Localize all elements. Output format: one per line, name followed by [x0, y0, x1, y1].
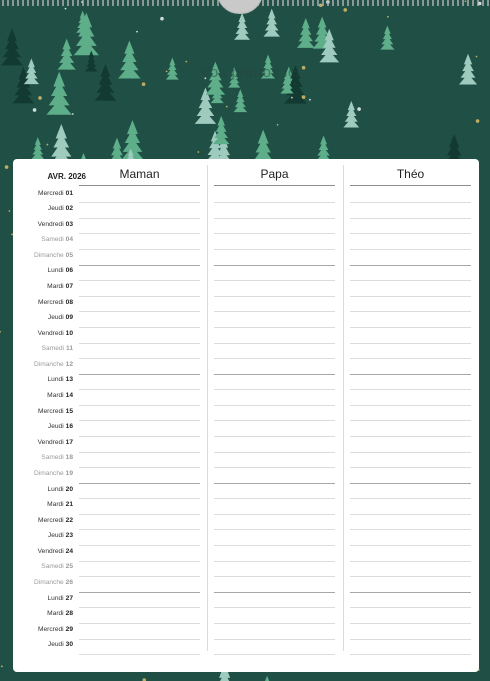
day-number: 01 — [65, 189, 73, 197]
day-number: 18 — [65, 454, 73, 462]
day-number: 19 — [65, 469, 73, 477]
day-number: 28 — [65, 610, 73, 618]
entry-line[interactable] — [79, 405, 200, 406]
day-name: Vendredi — [37, 329, 64, 337]
snow-dot — [46, 144, 48, 146]
day-label — [13, 517, 73, 525]
entry-line[interactable] — [79, 296, 200, 297]
entry-line[interactable] — [214, 639, 335, 640]
snow-dot — [277, 124, 279, 126]
entry-line[interactable] — [79, 265, 200, 266]
day-label — [13, 283, 73, 291]
entry-line[interactable] — [350, 452, 471, 453]
entry-line[interactable] — [214, 654, 335, 655]
entry-line[interactable] — [350, 374, 471, 375]
entry-line[interactable] — [350, 576, 471, 577]
entry-line[interactable] — [79, 654, 200, 655]
column-separator — [207, 165, 208, 651]
day-number: 25 — [65, 563, 73, 571]
day-name: Mardi — [47, 501, 64, 509]
day-label — [13, 563, 73, 571]
day-number: 30 — [65, 641, 73, 649]
day-name: Jeudi — [47, 532, 64, 540]
day-number: 24 — [65, 547, 73, 555]
day-label — [13, 595, 73, 603]
entry-line[interactable] — [79, 358, 200, 359]
day-label — [13, 454, 73, 462]
day-label — [13, 392, 73, 400]
snow-dot — [343, 8, 347, 12]
day-name: Mercredi — [38, 407, 64, 415]
snow-dot — [357, 107, 361, 111]
day-name: Samedi — [41, 454, 64, 462]
day-number: 16 — [65, 423, 73, 431]
day-label — [13, 501, 73, 509]
entry-line[interactable] — [350, 296, 471, 297]
entry-line[interactable] — [350, 389, 471, 390]
entry-line[interactable] — [214, 561, 335, 562]
entry-line[interactable] — [214, 343, 335, 344]
entry-line[interactable] — [214, 576, 335, 577]
day-number: 10 — [65, 329, 73, 337]
day-number: 06 — [65, 267, 73, 275]
entry-line[interactable] — [214, 265, 335, 266]
day-number: 14 — [65, 392, 73, 400]
snow-dot — [160, 17, 164, 21]
day-number: 27 — [65, 594, 73, 602]
entry-line[interactable] — [214, 592, 335, 593]
day-label — [13, 610, 73, 618]
day-label — [13, 205, 73, 213]
day-label — [13, 361, 73, 369]
day-label — [13, 267, 73, 275]
day-name: Samedi — [41, 236, 64, 244]
day-name: Samedi — [41, 563, 64, 571]
snow-dot — [302, 95, 306, 99]
day-name: Lundi — [47, 485, 64, 493]
day-name: Jeudi — [47, 423, 64, 431]
entry-line[interactable] — [214, 420, 335, 421]
entry-line[interactable] — [350, 343, 471, 344]
entry-line[interactable] — [79, 233, 200, 234]
day-name: Lundi — [47, 267, 64, 275]
entry-line[interactable] — [214, 483, 335, 484]
entry-line[interactable] — [79, 545, 200, 546]
day-number: 02 — [65, 205, 73, 213]
entry-line[interactable] — [214, 436, 335, 437]
entry-line[interactable] — [350, 249, 471, 250]
entry-line[interactable] — [214, 607, 335, 608]
entry-line[interactable] — [350, 420, 471, 421]
entry-line[interactable] — [214, 514, 335, 515]
entry-line[interactable] — [79, 202, 200, 203]
entry-line[interactable] — [79, 436, 200, 437]
day-name: Vendredi — [37, 547, 64, 555]
snow-dot — [65, 8, 67, 10]
column-header: Théo — [396, 167, 425, 181]
day-name: Jeudi — [47, 205, 64, 213]
day-label — [13, 221, 73, 229]
day-name: Dimanche — [33, 360, 64, 368]
column-separator — [343, 165, 344, 651]
day-name: Jeudi — [47, 641, 64, 649]
day-label — [13, 486, 73, 494]
column-header: Papa — [260, 167, 289, 181]
day-label — [13, 532, 73, 540]
entry-line[interactable] — [79, 452, 200, 453]
entry-line[interactable] — [79, 389, 200, 390]
day-label — [13, 579, 73, 587]
day-label — [13, 408, 73, 416]
entry-line[interactable] — [79, 592, 200, 593]
snow-dot — [309, 99, 311, 101]
day-number: 17 — [65, 438, 73, 446]
day-label — [13, 423, 73, 431]
entry-line[interactable] — [79, 639, 200, 640]
entry-line[interactable] — [350, 233, 471, 234]
entry-line[interactable] — [214, 233, 335, 234]
snow-dot — [9, 210, 11, 212]
day-name: Mercredi — [38, 189, 64, 197]
snow-dot — [476, 56, 478, 58]
entry-line[interactable] — [214, 545, 335, 546]
day-label — [13, 439, 73, 447]
snow-dot — [185, 61, 187, 63]
entry-line[interactable] — [350, 561, 471, 562]
entry-line[interactable] — [79, 280, 200, 281]
day-name: Mercredi — [38, 516, 64, 524]
snow-dot — [387, 16, 389, 18]
entry-line[interactable] — [79, 607, 200, 608]
entry-line[interactable] — [79, 514, 200, 515]
entry-line[interactable] — [79, 249, 200, 250]
snow-dot — [5, 165, 9, 169]
entry-line[interactable] — [350, 405, 471, 406]
day-name: Dimanche — [33, 579, 64, 586]
day-number: 20 — [65, 485, 73, 493]
day-number: 07 — [65, 282, 73, 290]
entry-line[interactable] — [79, 374, 200, 375]
day-number: 13 — [65, 376, 73, 384]
snow-dot — [142, 82, 146, 86]
entry-line[interactable] — [214, 452, 335, 453]
entry-line[interactable] — [350, 218, 471, 219]
day-name: Dimanche — [33, 469, 64, 477]
entry-line[interactable] — [79, 529, 200, 530]
day-label — [13, 252, 73, 260]
day-name: Mercredi — [38, 298, 64, 306]
entry-line[interactable] — [350, 623, 471, 624]
month-label: AVR. 2026 — [47, 172, 86, 181]
entry-line[interactable] — [350, 592, 471, 593]
entry-line[interactable] — [350, 607, 471, 608]
column-header: Maman — [119, 167, 160, 181]
entry-line[interactable] — [214, 405, 335, 406]
entry-line[interactable] — [79, 498, 200, 499]
day-number: 05 — [65, 251, 73, 259]
entry-line[interactable] — [350, 654, 471, 655]
entry-line[interactable] — [214, 296, 335, 297]
day-label — [13, 626, 73, 634]
day-label — [13, 314, 73, 322]
entry-line[interactable] — [350, 327, 471, 328]
entry-line[interactable] — [350, 483, 471, 484]
day-label — [13, 236, 73, 244]
snow-dot — [226, 106, 228, 108]
column-header-underline — [214, 185, 335, 186]
day-number: 15 — [65, 407, 73, 415]
day-label — [13, 470, 73, 478]
day-name: Mardi — [47, 610, 64, 618]
day-name: Mardi — [47, 392, 64, 400]
day-number: 23 — [65, 532, 73, 540]
entry-line[interactable] — [214, 358, 335, 359]
entry-line[interactable] — [350, 280, 471, 281]
entry-line[interactable] — [79, 483, 200, 484]
day-number: 09 — [65, 314, 73, 322]
entry-line[interactable] — [214, 218, 335, 219]
column-header-underline — [79, 185, 200, 186]
day-number: 11 — [66, 345, 73, 353]
entry-line[interactable] — [79, 327, 200, 328]
entry-line[interactable] — [214, 311, 335, 312]
entry-line[interactable] — [350, 639, 471, 640]
entry-line[interactable] — [350, 467, 471, 468]
day-name: Samedi — [41, 345, 65, 353]
snow-dot — [136, 31, 138, 33]
day-number: 08 — [65, 298, 73, 306]
entry-line[interactable] — [350, 311, 471, 312]
day-label — [13, 548, 73, 556]
day-number: 03 — [65, 220, 73, 228]
entry-line[interactable] — [214, 249, 335, 250]
calendar-card — [13, 159, 479, 672]
entry-line[interactable] — [350, 436, 471, 437]
day-label — [13, 330, 73, 338]
day-label — [13, 345, 73, 353]
entry-line[interactable] — [79, 343, 200, 344]
day-label — [13, 376, 73, 384]
snow-dot — [1, 665, 3, 667]
day-number: 12 — [65, 360, 73, 368]
day-name: Jeudi — [47, 314, 64, 322]
entry-line[interactable] — [214, 389, 335, 390]
day-name: Lundi — [47, 594, 64, 602]
entry-line[interactable] — [79, 218, 200, 219]
day-number: 29 — [65, 625, 73, 633]
snow-dot — [72, 113, 74, 115]
entry-line[interactable] — [79, 420, 200, 421]
day-name: Mardi — [47, 282, 64, 290]
day-label — [13, 641, 73, 649]
day-label — [13, 190, 73, 198]
entry-line[interactable] — [214, 327, 335, 328]
day-number: 26 — [65, 579, 73, 586]
day-name: Lundi — [47, 376, 64, 384]
entry-line[interactable] — [214, 529, 335, 530]
day-number: 21 — [65, 501, 73, 509]
entry-line[interactable] — [350, 529, 471, 530]
entry-line[interactable] — [79, 561, 200, 562]
entry-line[interactable] — [350, 202, 471, 203]
entry-line[interactable] — [79, 576, 200, 577]
entry-line[interactable] — [79, 467, 200, 468]
photo-placeholder-title: Vos photos ici — [200, 64, 300, 81]
snow-dot — [291, 97, 293, 99]
entry-line[interactable] — [350, 498, 471, 499]
day-name: Vendredi — [37, 438, 64, 446]
snow-dot — [38, 96, 42, 100]
day-name: Vendredi — [37, 220, 64, 228]
snow-dot — [33, 108, 37, 112]
entry-line[interactable] — [79, 623, 200, 624]
snow-dot — [198, 151, 200, 153]
day-number: 04 — [65, 236, 73, 244]
day-label — [13, 299, 73, 307]
entry-line[interactable] — [350, 358, 471, 359]
day-name: Dimanche — [33, 251, 64, 259]
day-name: Mercredi — [38, 625, 64, 633]
entry-line[interactable] — [214, 202, 335, 203]
entry-line[interactable] — [79, 311, 200, 312]
entry-line[interactable] — [214, 623, 335, 624]
entry-line[interactable] — [214, 467, 335, 468]
entry-line[interactable] — [350, 514, 471, 515]
entry-line[interactable] — [214, 498, 335, 499]
entry-line[interactable] — [350, 265, 471, 266]
day-number: 22 — [65, 516, 73, 524]
snow-dot — [476, 119, 480, 123]
entry-line[interactable] — [350, 545, 471, 546]
entry-line[interactable] — [214, 374, 335, 375]
column-header-underline — [350, 185, 471, 186]
entry-line[interactable] — [214, 280, 335, 281]
